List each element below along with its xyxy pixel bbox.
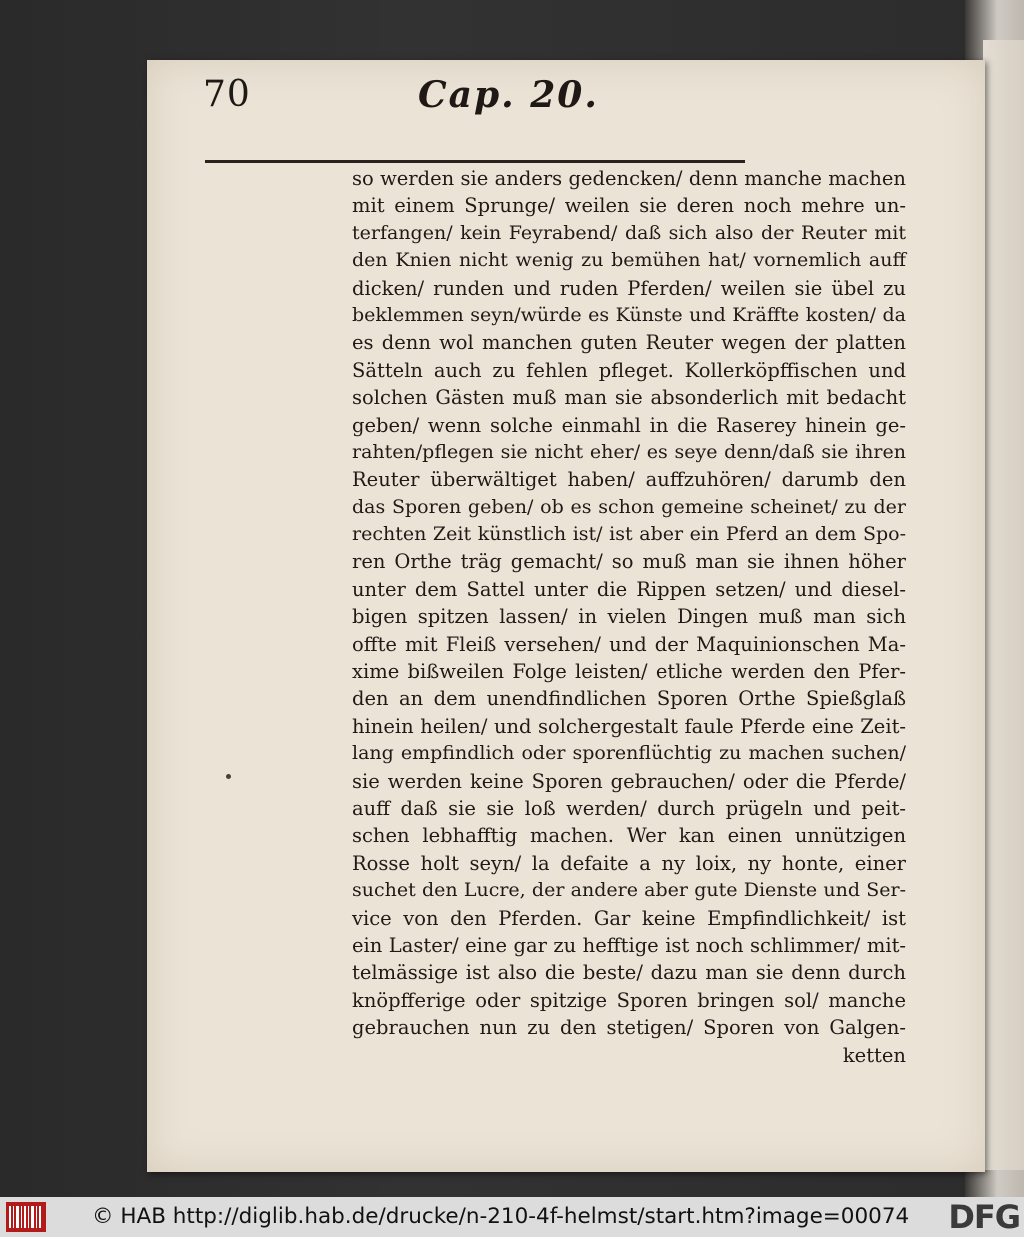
text-line: hinein heilen/ und solchergestalt faule Pferde eine Zeit- (352, 714, 906, 738)
text-line: bigen spitzen lassen/ in vielen Dingen muß man sich (352, 605, 906, 629)
text-line: es denn wol manchen guten Reuter wegen der platten (352, 331, 906, 355)
text-line: lang empfindlich oder sporenflüchtig zu machen suchen/ (352, 742, 906, 765)
text-line: den an dem unendfindlichen Sporen Orthe Spießglaß (352, 687, 906, 711)
text-line: geben/ wenn solche einmahl in die Raserey hinein ge- (352, 413, 906, 437)
text-line: suchet den Lucre, der andere aber gute Dienste und Ser- (352, 879, 906, 902)
header-rule (205, 160, 745, 163)
text-line: Sätteln auch zu fehlen pfleget. Kollerköpffischen und (352, 358, 906, 382)
text-line: unter dem Sattel unter die Rippen setzen/ und diesel- (352, 577, 906, 601)
text-line: dicken/ runden und ruden Pferden/ weilen sie übel zu (352, 276, 906, 300)
text-line: terfangen/ kein Feyrabend/ daß sich also der Reuter mit (352, 221, 906, 244)
dfg-logo: DFG (948, 1198, 1020, 1236)
text-line: den Knien nicht wenig zu bemühen hat/ vornemlich auff (352, 249, 906, 272)
page-edge-strip (983, 40, 1024, 1170)
text-line: offte mit Fleiß versehen/ und der Maquinionschen Ma- (352, 632, 906, 656)
text-line: mit einem Sprunge/ weilen sie deren noch mehre un- (352, 194, 906, 218)
text-line: solchen Gästen muß man sie absonderlich mit bedacht (352, 386, 906, 410)
text-line: telmässige ist also die beste/ dazu man sie denn durch (352, 961, 906, 985)
text-line: so werden sie anders gedencken/ denn manche machen (352, 167, 906, 190)
text-line: Reuter überwältiget haben/ auffzuhören/ darumb den (352, 468, 906, 492)
chapter-heading: Cap. 20. (418, 74, 599, 116)
text-line: xime bißweilen Folge leisten/ etliche werden den Pfer- (352, 660, 906, 684)
hab-barcode-logo-icon (6, 1202, 46, 1232)
text-line: Rosse holt seyn/ la defaite a ny loix, ny honte, einer (352, 851, 906, 875)
body-text (352, 165, 906, 1069)
text-line: knöpfferige oder spitzige Sporen bringen sol/ manche (352, 988, 906, 1012)
text-line: rechten Zeit künstlich ist/ ist aber ein Pferd an dem Spo- (352, 523, 906, 546)
text-line: auff daß sie sie loß werden/ durch prügeln und peit- (352, 796, 906, 820)
text-line: beklemmen seyn/würde es Künste und Kräffte kosten/ da (352, 303, 906, 326)
page-number: 70 (203, 74, 251, 115)
text-line: gebrauchen nun zu den stetigen/ Sporen von Galgen- (352, 1016, 906, 1040)
footer-bar (0, 1197, 1024, 1237)
text-line: vice von den Pferden. Gar keine Empfindlichkeit/ ist (352, 906, 906, 930)
text-line: ren Orthe träg gemacht/ so muß man sie ihnen höher (352, 550, 906, 574)
catchword: ketten (842, 1043, 906, 1067)
text-line: ein Laster/ eine gar zu hefftige ist noch schlimmer/ mit- (352, 933, 906, 957)
page-speck (226, 774, 231, 779)
text-line: das Sporen geben/ ob es schon gemeine scheinet/ zu der (352, 495, 906, 518)
page-header (203, 74, 751, 120)
text-line: sie werden keine Sporen gebrauchen/ oder die Pferde/ (352, 769, 906, 793)
copyright-url[interactable]: © HAB http://diglib.hab.de/drucke/n-210-4f-helmst/start.htm?image=00074 (92, 1204, 910, 1229)
text-line: schen lebhafftig machen. Wer kan einen unnützigen (352, 824, 906, 848)
text-line: rahten/pflegen sie nicht eher/ es seye denn/daß sie ihren (352, 440, 906, 463)
